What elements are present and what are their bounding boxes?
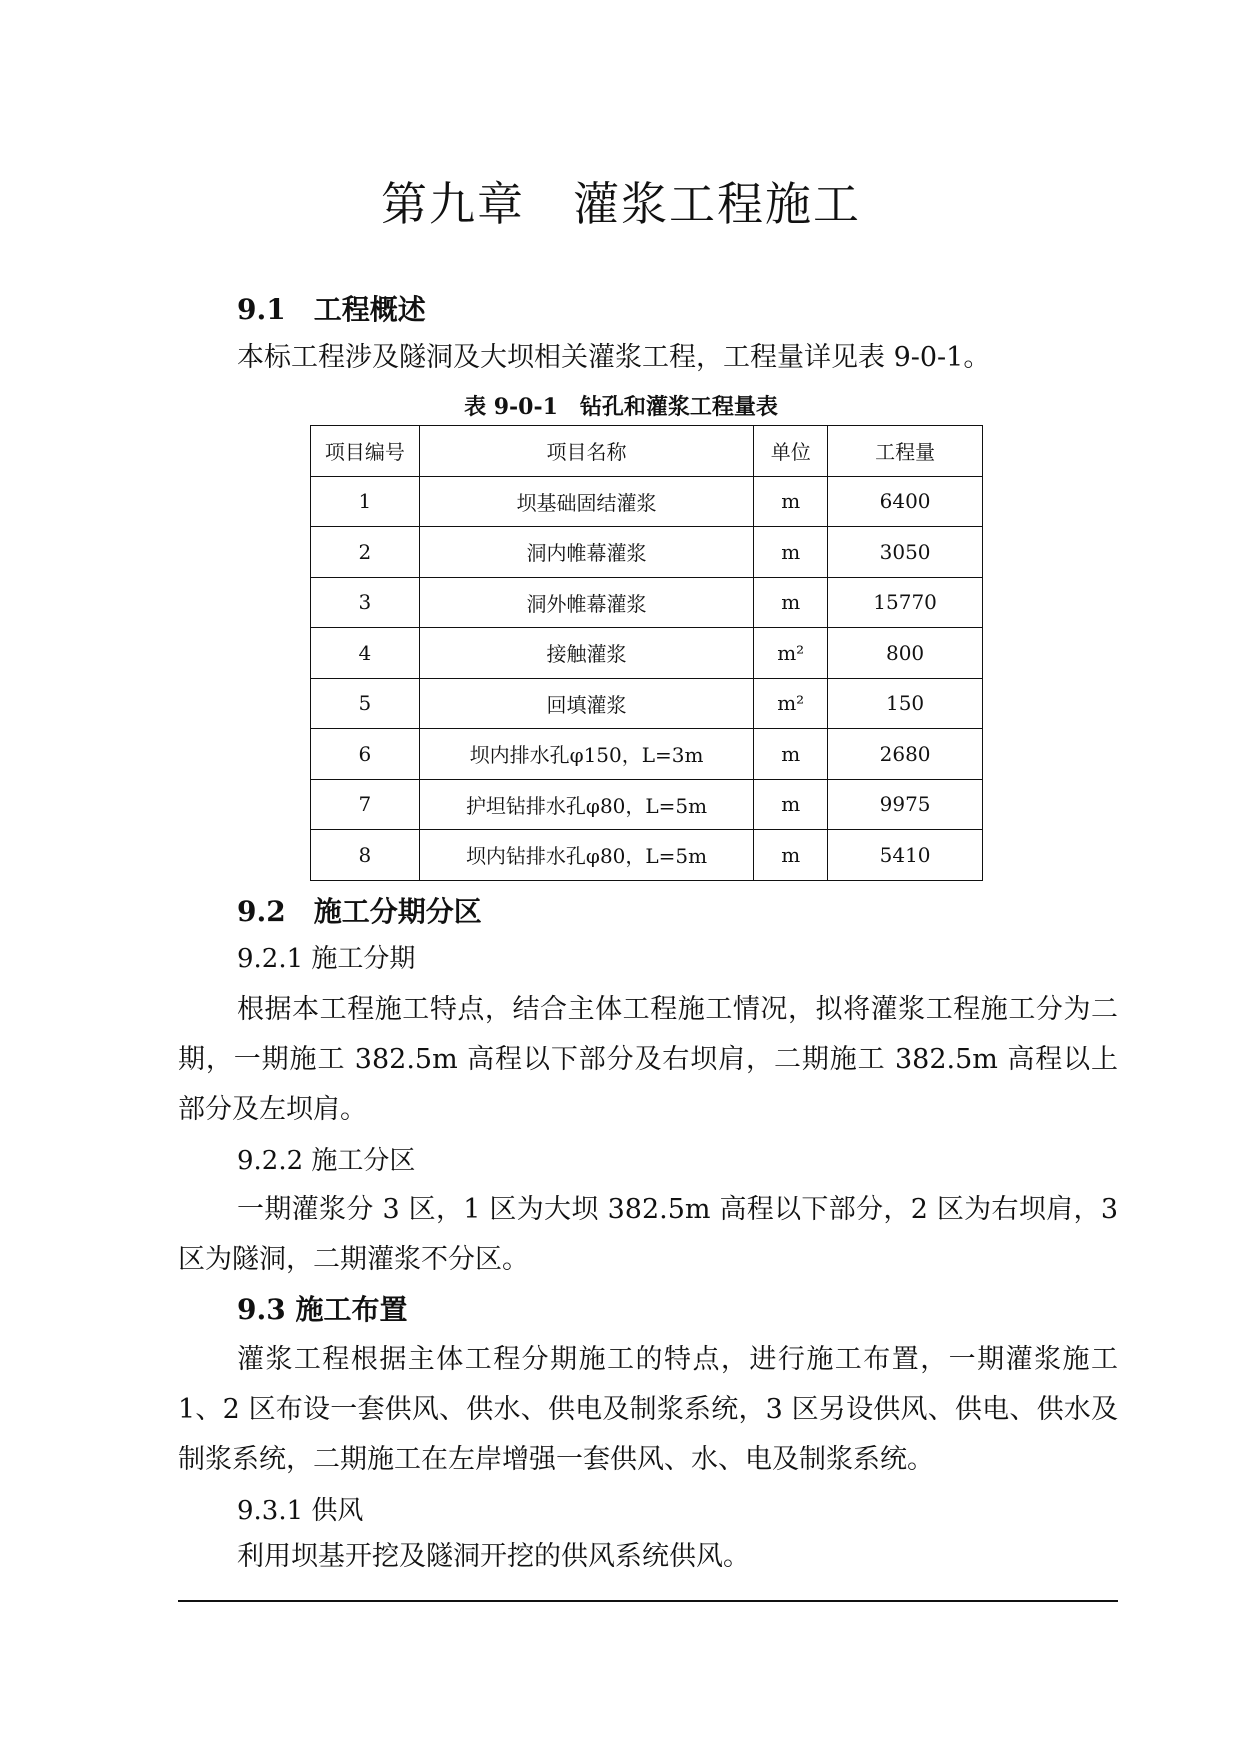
table-row [311, 527, 983, 578]
section-9-3-heading: 9.3 施工布置 [237, 1293, 408, 1326]
cell-unit: m [754, 577, 828, 628]
cell-unit: m [754, 779, 828, 830]
cell-item-no: 7 [311, 779, 420, 830]
header-item-name: 项目名称 [419, 426, 753, 477]
section-9-2-1-paragraph: 根据本工程施工特点，结合主体工程施工情况，拟将灌浆工程施工分为二期，一期施工 382.5m 高程以下部分及右坝肩，二期施工 382.5m 高程以上部分及左坝肩。 [178, 994, 1118, 1125]
header-quantity: 工程量 [828, 426, 983, 477]
cell-item-no: 1 [311, 476, 420, 527]
cell-unit: m [754, 729, 828, 780]
footer-rule [178, 1600, 1118, 1602]
table-row [311, 678, 983, 729]
cell-quantity: 9975 [828, 779, 983, 830]
cell-quantity: 5410 [828, 830, 983, 881]
section-9-3-1-paragraph: 利用坝基开挖及隧洞开挖的供风系统供风。 [237, 1541, 750, 1572]
table-row [311, 729, 983, 780]
cell-item-no: 4 [311, 628, 420, 679]
section-9-2-heading: 9.2 施工分期分区 [237, 895, 482, 928]
cell-item-name: 洞外帷幕灌浆 [419, 577, 753, 628]
quantity-table [310, 425, 983, 881]
section-9-1-text: 本标工程涉及隧洞及大坝相关灌浆工程，工程量详见表 9-0-1。 [237, 342, 991, 373]
cell-unit: m² [754, 628, 828, 679]
section-9-3-1-heading: 9.3.1 供风 [237, 1496, 364, 1526]
section-9-3-paragraph: 灌浆工程根据主体工程分期施工的特点，进行施工布置，一期灌浆施工 1、2 区布设一套供风、供水、供电及制浆系统，3 区另设供风、供电、供水及制浆系统，二期施工在左岸增强一套供风、水、电及制浆系统。 [178, 1344, 1118, 1475]
table-row [311, 628, 983, 679]
header-unit: 单位 [754, 426, 828, 477]
cell-item-no: 2 [311, 527, 420, 578]
section-9-2-1-heading: 9.2.1 施工分期 [237, 944, 416, 974]
cell-unit: m [754, 527, 828, 578]
section-9-2-2-heading: 9.2.2 施工分区 [237, 1146, 416, 1176]
cell-quantity: 2680 [828, 729, 983, 780]
cell-item-no: 5 [311, 678, 420, 729]
cell-item-no: 8 [311, 830, 420, 881]
table-row [311, 577, 983, 628]
cell-unit: m [754, 476, 828, 527]
cell-item-name: 坝内钻排水孔φ80，L=5m [419, 830, 753, 881]
cell-item-name: 坝内排水孔φ150，L=3m [419, 729, 753, 780]
table-header-row [311, 426, 983, 477]
cell-quantity: 6400 [828, 476, 983, 527]
cell-item-name: 洞内帷幕灌浆 [419, 527, 753, 578]
header-item-no: 项目编号 [311, 426, 420, 477]
cell-item-name: 坝基础固结灌浆 [419, 476, 753, 527]
table-caption: 表 9-0-1 钻孔和灌浆工程量表 [464, 394, 778, 420]
cell-item-no: 3 [311, 577, 420, 628]
cell-item-no: 6 [311, 729, 420, 780]
cell-quantity: 15770 [828, 577, 983, 628]
cell-item-name: 回填灌浆 [419, 678, 753, 729]
cell-item-name: 护坦钻排水孔φ80，L=5m [419, 779, 753, 830]
cell-quantity: 150 [828, 678, 983, 729]
cell-quantity: 800 [828, 628, 983, 679]
cell-item-name: 接触灌浆 [419, 628, 753, 679]
table-row [311, 476, 983, 527]
cell-unit: m [754, 830, 828, 881]
cell-unit: m² [754, 678, 828, 729]
cell-quantity: 3050 [828, 527, 983, 578]
table-row [311, 830, 983, 881]
table-row [311, 779, 983, 830]
section-9-1-heading: 9.1 工程概述 [237, 293, 426, 326]
section-9-2-2-paragraph: 一期灌浆分 3 区，1 区为大坝 382.5m 高程以下部分，2 区为右坝肩，3 区为隧洞，二期灌浆不分区。 [178, 1194, 1118, 1275]
chapter-title: 第九章 灌浆工程施工 [381, 177, 861, 231]
